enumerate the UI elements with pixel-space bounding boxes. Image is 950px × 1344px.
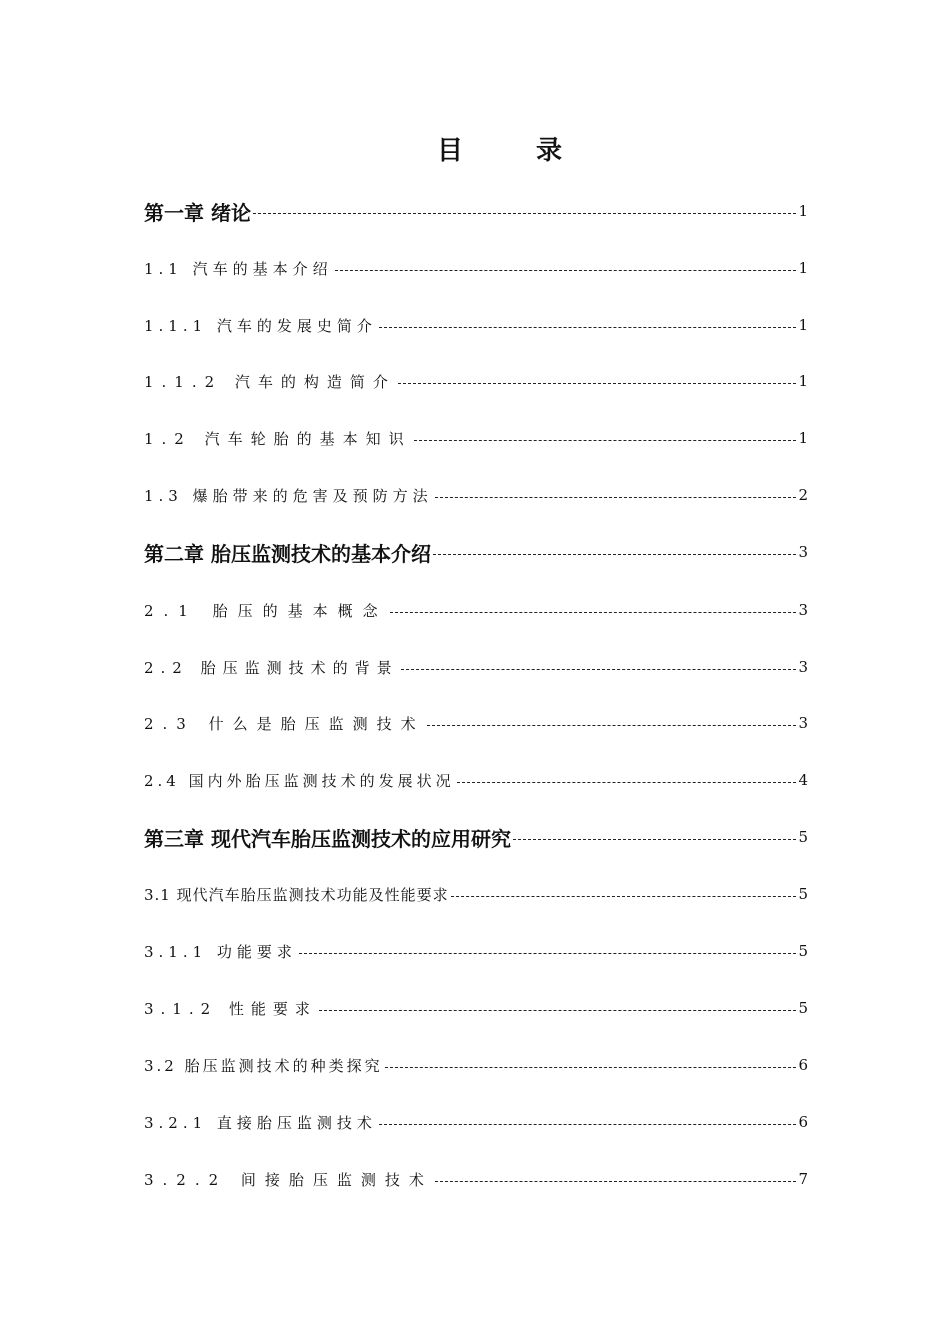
toc-entry-label: 2.1 胎压的基本概念 (144, 601, 388, 620)
toc-page-number: 6 (798, 1056, 808, 1074)
toc-page-number: 1 (798, 316, 808, 334)
toc-entry-1-2[interactable] (144, 423, 808, 453)
toc-leader (253, 213, 796, 214)
toc-leader (433, 554, 796, 555)
toc-page-number: 7 (798, 1170, 808, 1188)
toc-entry-label: 1.2 汽车轮胎的基本知识 (144, 429, 412, 448)
toc-entry-label: 2.2 胎压监测技术的背景 (144, 658, 399, 677)
toc-entry-label: 2.3 什么是胎压监测技术 (144, 714, 425, 733)
toc-leader (398, 383, 797, 384)
toc-entry-label: 3.2 胎压监测技术的种类探究 (144, 1056, 383, 1075)
toc-entry-1-3[interactable] (144, 480, 808, 510)
toc-leader (451, 896, 797, 897)
toc-leader (390, 612, 797, 613)
toc-entry-label: 3.1.2 性能要求 (144, 999, 317, 1018)
toc-entry-label: 1.1.2 汽车的构造简介 (144, 372, 396, 391)
toc-entry-3-1-1[interactable] (144, 936, 808, 966)
toc-leader (457, 782, 797, 783)
toc-page-number: 2 (798, 486, 808, 504)
toc-leader (435, 1181, 797, 1182)
toc-entry-label: 1.3 爆胎带来的危害及预防方法 (144, 486, 433, 505)
toc-leader (513, 839, 796, 840)
toc-leader (299, 953, 797, 954)
toc-entry-chapter-1[interactable] (144, 196, 808, 226)
toc-leader (401, 669, 797, 670)
toc-page-number: 1 (798, 372, 808, 390)
toc-entry-label: 第二章 胎压监测技术的基本介绍 (144, 541, 431, 566)
toc-page-number: 1 (798, 202, 808, 220)
toc-entry-label: 3.2.1 直接胎压监测技术 (144, 1113, 377, 1132)
toc-entry-2-3[interactable] (144, 708, 808, 738)
toc-page-number: 5 (798, 999, 808, 1017)
toc-entry-label: 1.1 汽车的基本介绍 (144, 259, 333, 278)
toc-leader (379, 327, 797, 328)
toc-leader (385, 1067, 797, 1068)
toc-page-number: 1 (798, 259, 808, 277)
toc-page-number: 3 (798, 658, 808, 676)
toc-entry-3-1[interactable] (144, 879, 808, 909)
toc-page-number: 3 (798, 543, 808, 561)
toc-title (0, 130, 950, 170)
toc-leader (379, 1124, 797, 1125)
toc-entry-label: 第一章 绪论 (144, 200, 251, 225)
toc-leader (319, 1010, 797, 1011)
toc-page-number: 5 (798, 885, 808, 903)
toc-entry-label: 2.4 国内外胎压监测技术的发展状况 (144, 771, 455, 790)
toc-entry-label: 第三章 现代汽车胎压监测技术的应用研究 (144, 826, 511, 851)
toc-page-number: 3 (798, 714, 808, 732)
toc-title-left: 目 (437, 136, 464, 166)
toc-entry-chapter-3[interactable] (144, 822, 808, 852)
toc-entry-3-2-1[interactable] (144, 1107, 808, 1137)
toc-entry-3-2-2[interactable] (144, 1164, 808, 1194)
toc-leader (427, 725, 797, 726)
toc-entry-label: 3.1.1 功能要求 (144, 942, 297, 961)
toc-page-number: 5 (798, 828, 808, 846)
toc-page-number: 4 (798, 771, 808, 789)
toc-leader (435, 497, 797, 498)
toc-entry-label: 3.1 现代汽车胎压监测技术功能及性能要求 (144, 885, 449, 904)
toc-entry-3-2[interactable] (144, 1050, 808, 1080)
toc-entry-label: 1.1.1 汽车的发展史简介 (144, 316, 377, 335)
toc-entry-label: 3.2.2 间接胎压监测技术 (144, 1170, 433, 1189)
toc-title-right: 录 (536, 136, 563, 166)
toc-entry-chapter-2[interactable] (144, 537, 808, 567)
toc-leader (414, 440, 797, 441)
toc-entry-1-1[interactable] (144, 253, 808, 283)
toc-page-number: 1 (798, 429, 808, 447)
toc-page-number: 3 (798, 601, 808, 619)
toc-entry-1-1-1[interactable] (144, 310, 808, 340)
toc-entry-2-1[interactable] (144, 595, 808, 625)
toc-entry-1-1-2[interactable] (144, 366, 808, 396)
toc-page-number: 5 (798, 942, 808, 960)
toc-entry-3-1-2[interactable] (144, 993, 808, 1023)
toc-entry-2-4[interactable] (144, 765, 808, 795)
toc-entry-2-2[interactable] (144, 652, 808, 682)
toc-page-number: 6 (798, 1113, 808, 1131)
toc-leader (335, 270, 797, 271)
